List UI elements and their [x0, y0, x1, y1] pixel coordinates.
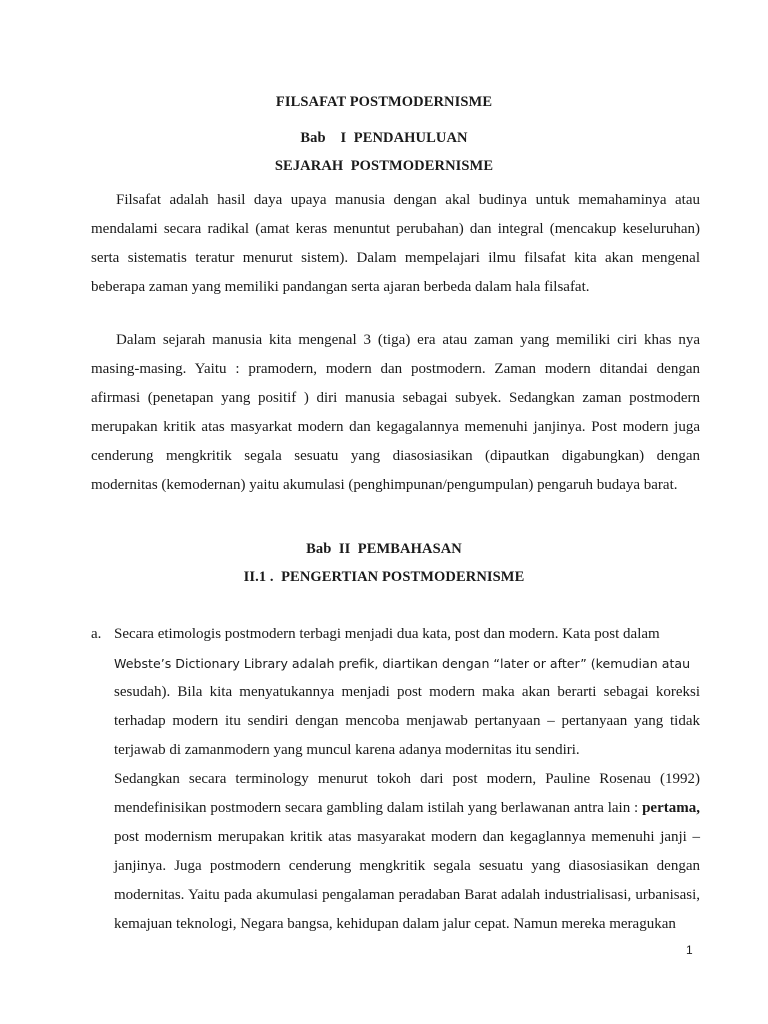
document-title: FILSAFAT POSTMODERNISME — [275, 94, 493, 110]
chapter2-subheading: II.1 . PENGERTIAN POSTMODERNISME — [243, 569, 525, 585]
item-a-line-etimologis: Secara etimologis postmodern terbagi menjadi dua kata, post dan modern. Kata post dalam — [114, 626, 660, 642]
item-a-text-terminology — [114, 765, 700, 939]
paragraph-sejarah: Dalam sejarah manusia kita mengenal 3 (tiga) era atau zaman yang memiliki ciri khas nya masing-masing. Yaitu : pramodern, modern dan postmodern. Zaman modern ditandai dengan afirmasi (penetapan yang positif ) diri manusia sebagai subyek. Sedangkan zaman postmodern merupakan kritik atas masyarkat modern dan kegagalannya memenuhi janjinya. Post modern juga cenderung mengkritik segala sesuatu yang diasosiasikan (dipautkan digabungkan) dengan modernitas (kemodernan) yaitu akumulasi (penghimpunan/pengumpulan) pengaruh budaya barat. — [91, 332, 700, 493]
page-number: 1 — [686, 943, 693, 957]
item-a-text-kritik: post modernism merupakan kritik atas masyarakat modern dan kegaglannya memenuhi janji – janjinya. Juga postmodern cenderung mengkritik segala sesuatu yang diasosiasikan dengan modernitas. Yaitu pada akumulasi pengalaman peradaban Barat adalah industrialisasi, urbanisasi, kemajuan teknologi, Negara bangsa, kehidupan dalam jalur cepat. Namun mereka meragukan — [114, 829, 700, 932]
list-item-a — [114, 620, 700, 939]
chapter1-heading: Bab I PENDAHULUAN — [300, 130, 468, 146]
item-a-text-koreksi: sesudah). Bila kita menyatukannya menjadi post modern maka akan berarti sebagai koreksi terhadap modern itu sendiri dengan mencoba menjawab pertanyaan – pertanyaan yang tidak terjawab di zamanmodern yang muncul karena adanya modernitas itu sendiri. — [114, 684, 700, 758]
paragraph-filsafat: Filsafat adalah hasil daya upaya manusia dengan akal budinya untuk memahaminya atau mendalami secara radikal (amat keras menuntut perubahan) dan integral (mencakup keseluruhan) serta sistematis teratur menurut sistem). Dalam mempelajari ilmu filsafat kita akan mengenal beberapa zaman yang memiliki pandangan serta ajaran berbeda dalam hala filsafat. — [91, 192, 700, 295]
item-a-line-dictionary: Webste’s Dictionary Library adalah prefik, diartikan dengan “later or after” (kemudian atau — [114, 656, 691, 671]
item-a-text-rosenau: Sedangkan secara terminology menurut tokoh dari post modern, Pauline Rosenau (1992) mendefinisikan postmodern secara gambling dalam istilah yang berlawanan antra lain : — [114, 771, 700, 816]
bold-pertama: pertama, — [642, 800, 700, 816]
chapter2-heading: Bab II PEMBAHASAN — [306, 541, 462, 557]
list-marker-a: a. — [91, 626, 102, 642]
chapter1-subheading: SEJARAH POSTMODERNISME — [274, 158, 494, 174]
